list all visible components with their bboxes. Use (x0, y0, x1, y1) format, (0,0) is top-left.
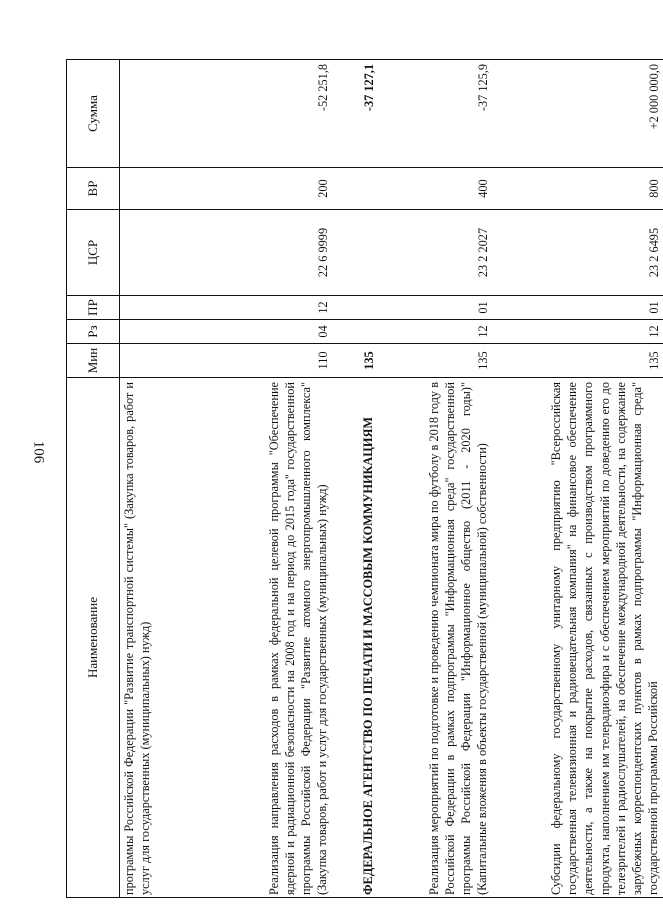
header-csr: ЦСР (67, 210, 120, 296)
row-pr: 01 (378, 296, 492, 320)
row-rz: 04 (202, 320, 332, 344)
table-row (202, 60, 332, 898)
row-min (120, 344, 202, 378)
header-min: Мин (67, 344, 120, 378)
row-name: Субсидии федеральному государственному унитарному предприятию "Всероссийская государственная телевизионная и радиовещательная компания" на финансовое обеспечение деятельности, а также на покрытие расходов, связанных с производством программного продукта, наполнением им телерадиоэфира и с обеспечением мероприятий по доведению его до телезрителей и радиослушателей, на обеспечение международной деятельности, на содержание зарубежных корреспондентских пунктов в рамках подпрограммы "Информационная среда" государственной программы Российской (492, 378, 663, 898)
table-row (120, 60, 202, 898)
row-pr (120, 296, 202, 320)
row-min: 110 (202, 344, 332, 378)
row-pr (332, 296, 378, 320)
table-row (378, 60, 492, 898)
header-sum: Сумма (67, 60, 120, 168)
row-sum: +2 000 000,0 (492, 60, 663, 168)
row-csr: 23 2 2027 (378, 210, 492, 296)
table-row (492, 60, 663, 898)
row-csr: 23 2 6495 (492, 210, 663, 296)
row-csr: 22 6 9999 (202, 210, 332, 296)
table-row (332, 60, 378, 898)
row-pr: 01 (492, 296, 663, 320)
row-vr (332, 168, 378, 210)
row-vr (120, 168, 202, 210)
row-sum: -52 251,8 (202, 60, 332, 168)
row-rz: 12 (492, 320, 663, 344)
row-sum (120, 60, 202, 168)
table-header-row (67, 60, 120, 898)
row-csr (332, 210, 378, 296)
budget-table (66, 59, 663, 898)
page-number: 106 (30, 440, 47, 464)
row-vr: 200 (202, 168, 332, 210)
row-vr: 400 (378, 168, 492, 210)
row-min: 135 (378, 344, 492, 378)
header-pr: ПР (67, 296, 120, 320)
row-min: 135 (332, 344, 378, 378)
header-rz: Рз (67, 320, 120, 344)
row-vr: 800 (492, 168, 663, 210)
row-rz (332, 320, 378, 344)
header-name: Наименование (67, 378, 120, 898)
row-csr (120, 210, 202, 296)
row-name: программы Российской Федерации "Развитие транспортной системы" (Закупка товаров, работ и услуг для государственных (муниципальных) нужд) (120, 378, 202, 898)
row-name: Реализация мероприятий по подготовке и проведению чемпионата мира по футболу в 2018 году в Российской Федерации в рамках подпрограммы "Информационная среда" государственной программы Российской Федерации "Информационное общество (2011 - 2020 годы)" (Капитальные вложения в объекты государственной (муниципальной) собственности) (378, 378, 492, 898)
budget-table-sheet (66, 60, 661, 898)
header-vr: ВР (67, 168, 120, 210)
row-rz: 12 (378, 320, 492, 344)
row-sum: -37 127,1 (332, 60, 378, 168)
row-name: Реализация направления расходов в рамках федеральной целевой программы "Обеспечение ядерной и радиационной безопасности на 2008 год и на период до 2015 года" государственной программы Российской Федерации "Развитие атомного энергопромышленного комплекса" (Закупка товаров, работ и услуг для государственных (муниципальных) нужд) (202, 378, 332, 898)
row-rz (120, 320, 202, 344)
row-name: ФЕДЕРАЛЬНОЕ АГЕНТСТВО ПО ПЕЧАТИ И МАССОВЫМ КОММУНИКАЦИЯМ (332, 378, 378, 898)
row-min: 135 (492, 344, 663, 378)
row-sum: -37 125,9 (378, 60, 492, 168)
row-pr: 12 (202, 296, 332, 320)
